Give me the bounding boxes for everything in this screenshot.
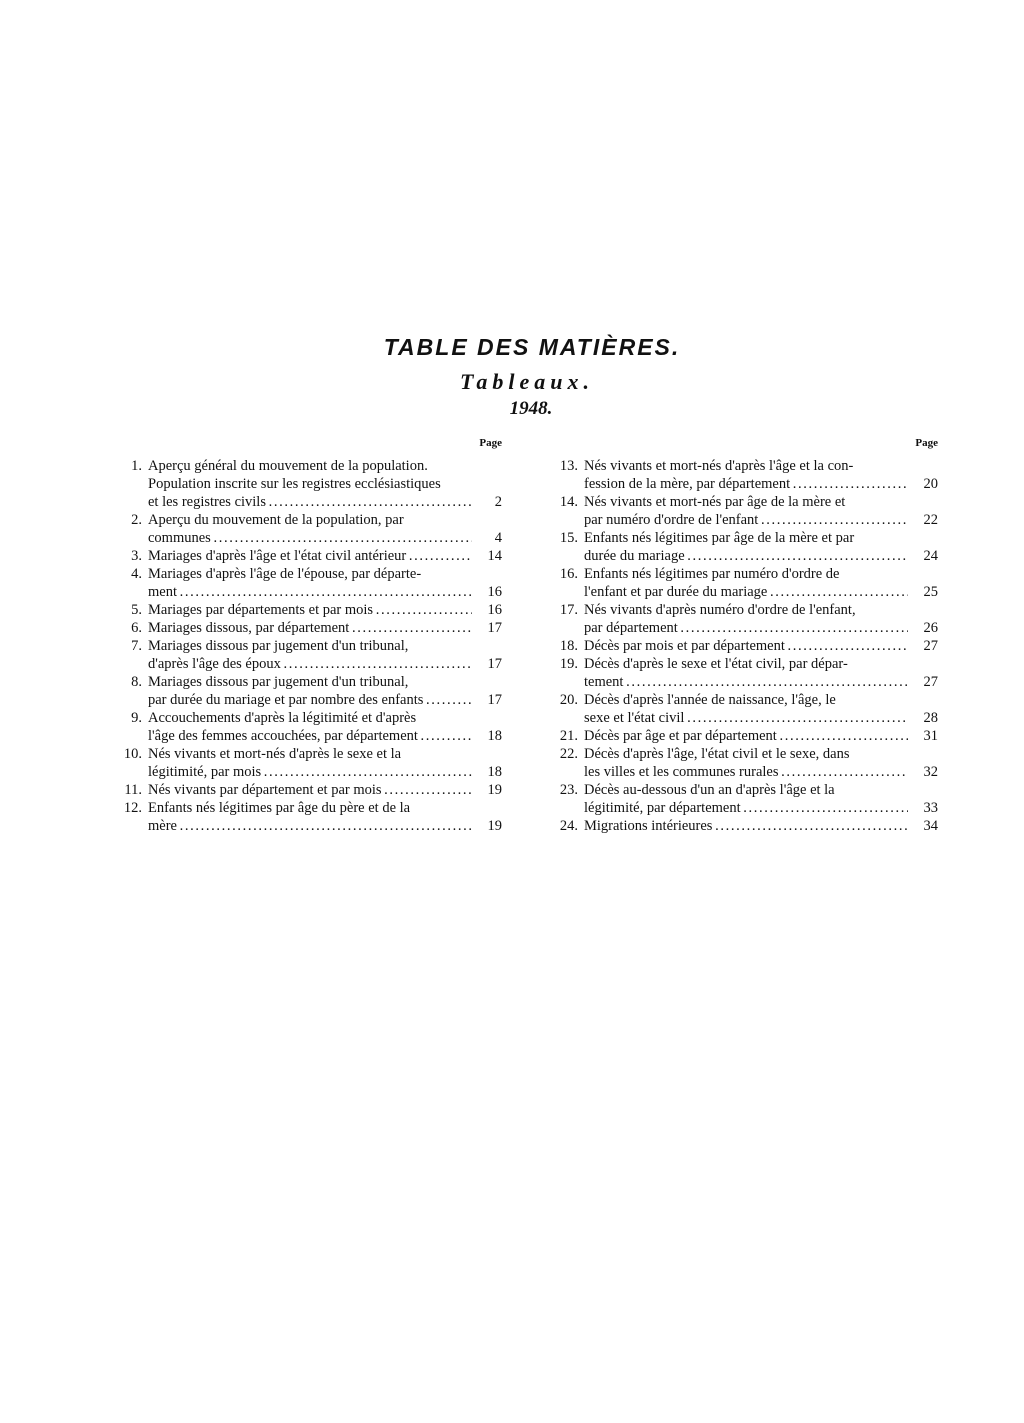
toc-entry-line: Nés vivants et mort-nés d'après l'âge et la con- bbox=[584, 458, 854, 474]
toc-entry-line: par numéro d'ordre de l'enfant bbox=[584, 512, 759, 528]
toc-entry-number: 5. bbox=[131, 602, 142, 618]
toc-entry-text bbox=[584, 781, 908, 817]
toc-entry-line: Nés vivants par département et par mois bbox=[148, 782, 382, 798]
toc-entry-text bbox=[584, 745, 908, 781]
toc-entry-text bbox=[148, 673, 472, 709]
toc-entry-text bbox=[584, 727, 908, 745]
toc-entry bbox=[112, 619, 502, 637]
toc-entry bbox=[548, 637, 938, 655]
toc-entry-line: par département bbox=[584, 620, 678, 636]
toc-entry-line: ment bbox=[148, 584, 177, 600]
toc-entry-page: 18 bbox=[487, 764, 502, 780]
toc-entry bbox=[548, 655, 938, 691]
toc-entry-number: 18. bbox=[559, 638, 578, 654]
toc-entry-line: Enfants nés légitimes par âge du père et de la bbox=[148, 800, 411, 816]
toc-entry-line: légitimité, par département bbox=[584, 800, 741, 816]
toc-entry-page: 27 bbox=[923, 638, 938, 654]
toc-entry-line: Mariages dissous par jugement d'un tribunal, bbox=[148, 674, 409, 690]
toc-entry-page: 19 bbox=[487, 818, 502, 834]
toc-entry-number: 15. bbox=[559, 530, 578, 546]
toc-entry-line: d'après l'âge des époux bbox=[148, 656, 281, 672]
toc-entry-number: 10. bbox=[123, 746, 142, 762]
toc-entry bbox=[112, 745, 502, 781]
toc-entry bbox=[112, 601, 502, 619]
toc-entry-line: Décès au-dessous d'un an d'après l'âge et la bbox=[584, 782, 835, 798]
toc-entry bbox=[548, 727, 938, 745]
page-subtitle: Tableaux. bbox=[459, 369, 595, 394]
toc-entry bbox=[548, 817, 938, 835]
toc-entry bbox=[112, 547, 502, 565]
toc-entry-line: Mariages d'après l'âge et l'état civil antérieur bbox=[148, 548, 407, 564]
toc-entry-text bbox=[584, 691, 908, 727]
toc-entry-page: 16 bbox=[487, 602, 502, 618]
toc-entry-line: Aperçu général du mouvement de la population. bbox=[148, 458, 428, 474]
toc-entry-page: 22 bbox=[923, 512, 938, 528]
toc-entry-text bbox=[148, 511, 472, 547]
toc-entry-page: 14 bbox=[487, 548, 502, 564]
toc-entry-number: 20. bbox=[559, 692, 578, 708]
toc-entry-line: communes bbox=[148, 530, 211, 546]
toc-entry-number: 21. bbox=[559, 728, 578, 744]
toc-entry-number: 2. bbox=[131, 512, 142, 528]
toc-entry-text bbox=[148, 457, 472, 511]
toc-entry-number: 14. bbox=[559, 494, 578, 510]
toc-entry bbox=[548, 691, 938, 727]
toc-entry-page: 2 bbox=[494, 494, 502, 510]
toc-entry bbox=[548, 781, 938, 817]
toc-entry-line: fession de la mère, par département bbox=[584, 476, 791, 492]
toc-entry-line: durée du mariage bbox=[584, 548, 685, 564]
toc-entry-line: tement bbox=[584, 674, 624, 690]
toc-entry-line: Décès par âge et par département bbox=[584, 728, 777, 744]
page-column-header: Page bbox=[479, 437, 502, 449]
toc-entry bbox=[112, 799, 502, 835]
toc-entry-line: Population inscrite sur les registres ecclésiastiques bbox=[148, 476, 441, 492]
toc-entry bbox=[112, 781, 502, 799]
toc-entry-text bbox=[584, 457, 908, 493]
toc-left-column bbox=[112, 437, 502, 835]
toc-entry-text bbox=[148, 799, 472, 835]
toc-entry-text bbox=[148, 547, 472, 565]
toc-entry-number: 7. bbox=[131, 638, 142, 654]
toc-list-right bbox=[548, 457, 938, 835]
toc-entry-line: les villes et les communes rurales bbox=[584, 764, 779, 780]
toc-entry-line: Mariages par départements et par mois bbox=[148, 602, 374, 618]
toc-entry-number: 9. bbox=[131, 710, 142, 726]
toc-entry-page: 17 bbox=[487, 656, 502, 672]
toc-entry-page: 20 bbox=[923, 476, 938, 492]
toc-entry-text bbox=[148, 619, 472, 637]
toc-entry bbox=[112, 457, 502, 511]
toc-entry-text bbox=[584, 565, 908, 601]
toc-entry-number: 24. bbox=[559, 818, 578, 834]
toc-entry-page: 32 bbox=[923, 764, 938, 780]
toc-entry-page: 26 bbox=[923, 620, 938, 636]
toc-entry-line: l'enfant et par durée du mariage bbox=[584, 584, 768, 600]
toc-entry-number: 12. bbox=[123, 800, 142, 816]
toc-entry-text bbox=[584, 529, 908, 565]
toc-entry-number: 13. bbox=[559, 458, 578, 474]
toc-entry-line: Nés vivants et mort-nés par âge de la mère et bbox=[584, 494, 846, 510]
toc-entry-page: 33 bbox=[923, 800, 938, 816]
toc-entry-text bbox=[584, 601, 908, 637]
toc-entry-number: 1. bbox=[131, 458, 142, 474]
toc-entry bbox=[548, 565, 938, 601]
toc-list-left bbox=[112, 457, 502, 835]
toc-entry-line: Nés vivants d'après numéro d'ordre de l'enfant, bbox=[584, 602, 856, 618]
toc-entry-number: 11. bbox=[124, 782, 142, 798]
toc-entry-line: sexe et l'état civil bbox=[584, 710, 685, 726]
toc-entry-text bbox=[584, 493, 908, 529]
toc-entry-text bbox=[584, 817, 908, 835]
toc-entry-line: Décès d'après le sexe et l'état civil, par dépar- bbox=[584, 656, 848, 672]
page-year: 1948. bbox=[509, 398, 553, 419]
toc-entry bbox=[548, 493, 938, 529]
toc-entry bbox=[112, 637, 502, 673]
toc-entry-line: Enfants nés légitimes par numéro d'ordre de bbox=[584, 566, 840, 582]
page-column-header: Page bbox=[915, 437, 938, 449]
toc-entry bbox=[112, 565, 502, 601]
toc-entry-number: 19. bbox=[559, 656, 578, 672]
toc-entry-page: 28 bbox=[923, 710, 938, 726]
toc-entry-number: 4. bbox=[131, 566, 142, 582]
toc-entry bbox=[548, 529, 938, 565]
toc-entry-line: Mariages dissous, par département bbox=[148, 620, 350, 636]
toc-entry-number: 22. bbox=[559, 746, 578, 762]
toc-entry-line: Aperçu du mouvement de la population, par bbox=[148, 512, 404, 528]
toc-entry-line: et les registres civils bbox=[148, 494, 266, 510]
toc-entry-line: Décès d'après l'année de naissance, l'âge, le bbox=[584, 692, 836, 708]
toc-entry-line: légitimité, par mois bbox=[148, 764, 262, 780]
toc-entry bbox=[548, 457, 938, 493]
page-title: TABLE DES MATIÈRES. bbox=[383, 334, 681, 360]
toc-entry-page: 4 bbox=[494, 530, 502, 546]
toc-entry-text bbox=[148, 565, 472, 601]
toc-entry bbox=[112, 511, 502, 547]
toc-entry-line: Migrations intérieures bbox=[584, 818, 713, 834]
toc-entry-number: 23. bbox=[559, 782, 578, 798]
toc-entry-line: Enfants nés légitimes par âge de la mère et par bbox=[584, 530, 855, 546]
toc-entry-text bbox=[584, 655, 908, 691]
toc-entry bbox=[112, 709, 502, 745]
toc-entry-number: 8. bbox=[131, 674, 142, 690]
toc-entry bbox=[548, 745, 938, 781]
toc-entry-page: 17 bbox=[487, 620, 502, 636]
toc-entry-number: 17. bbox=[559, 602, 578, 618]
toc-entry-line: par durée du mariage et par nombre des enfants bbox=[148, 692, 424, 708]
toc-entry bbox=[548, 601, 938, 637]
toc-entry-text bbox=[148, 637, 472, 673]
toc-entry-page: 19 bbox=[487, 782, 502, 798]
toc-entry-number: 16. bbox=[559, 566, 578, 582]
toc-entry-page: 34 bbox=[923, 818, 938, 834]
toc-entry bbox=[112, 673, 502, 709]
toc-entry-line: Mariages d'après l'âge de l'épouse, par départe- bbox=[148, 566, 422, 582]
toc-entry-line: Nés vivants et mort-nés d'après le sexe et la bbox=[148, 746, 402, 762]
toc-entry-page: 24 bbox=[923, 548, 938, 564]
toc-entry-line: Accouchements d'après la légitimité et d'après bbox=[148, 710, 417, 726]
toc-entry-line: Mariages dissous par jugement d'un tribunal, bbox=[148, 638, 409, 654]
toc-entry-text bbox=[148, 709, 472, 745]
toc-entry-line: Décès par mois et par département bbox=[584, 638, 785, 654]
toc-entry-page: 17 bbox=[487, 692, 502, 708]
toc-right-column bbox=[548, 437, 938, 835]
toc-entry-page: 18 bbox=[487, 728, 502, 744]
toc-entry-page: 16 bbox=[487, 584, 502, 600]
toc-entry-line: Décès d'après l'âge, l'état civil et le sexe, dans bbox=[584, 746, 850, 762]
toc-entry-text bbox=[584, 637, 908, 655]
toc-entry-number: 3. bbox=[131, 548, 142, 564]
toc-entry-page: 27 bbox=[923, 674, 938, 690]
toc-entry-page: 25 bbox=[923, 584, 938, 600]
toc-entry-text bbox=[148, 781, 472, 799]
toc-entry-text bbox=[148, 745, 472, 781]
toc-entry-page: 31 bbox=[923, 728, 938, 744]
toc-entry-number: 6. bbox=[131, 620, 142, 636]
toc-entry-line: l'âge des femmes accouchées, par département bbox=[148, 728, 418, 744]
toc-entry-line: mère bbox=[148, 818, 177, 834]
toc-entry-text bbox=[148, 601, 472, 619]
